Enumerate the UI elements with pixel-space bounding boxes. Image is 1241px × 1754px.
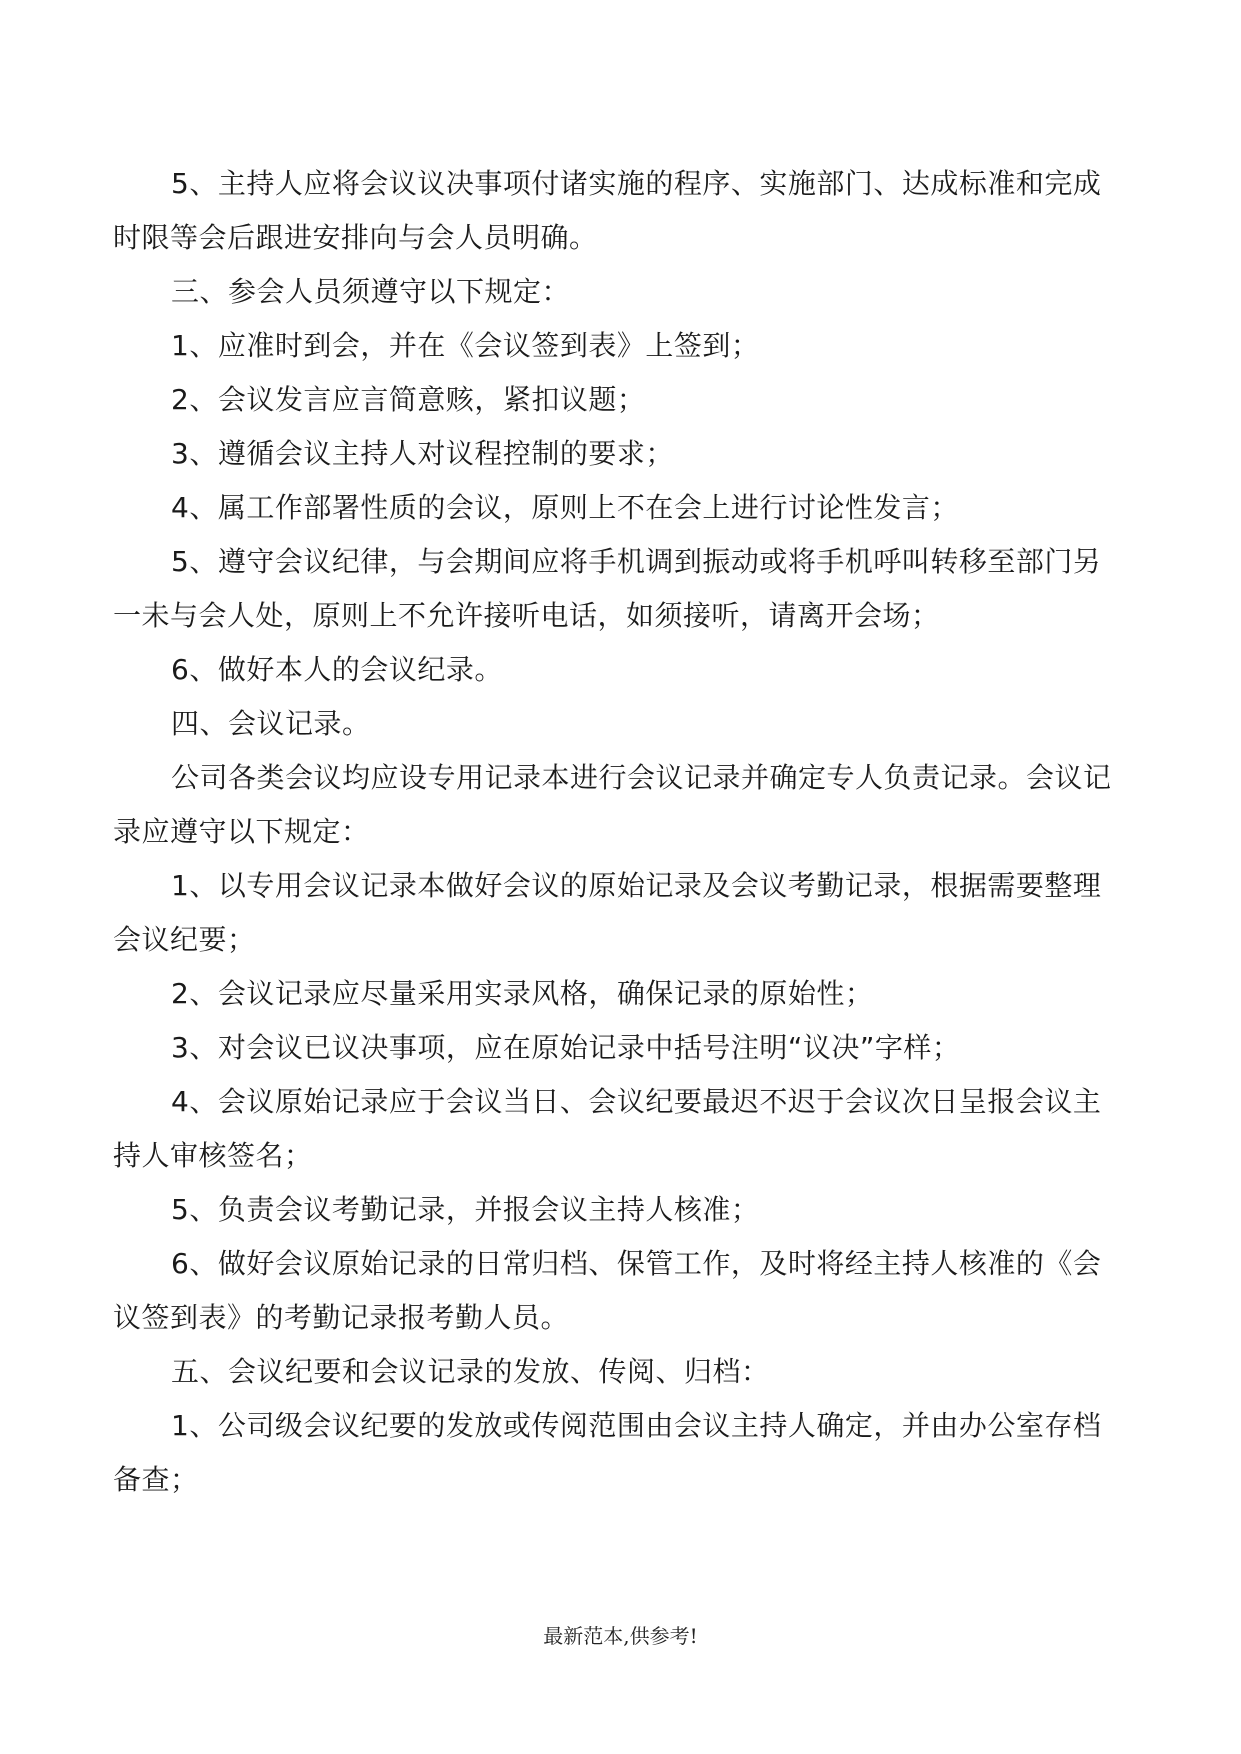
paragraph: 5、主持人应将会议议决事项付诸实施的程序、实施部门、达成标准和完成时限等会后跟进安排向与会人员明确。 bbox=[113, 167, 1102, 254]
paragraph: 6、做好本人的会议纪录。 bbox=[171, 653, 503, 686]
document-body bbox=[113, 157, 1123, 1507]
section-heading: 三、参会人员须遵守以下规定： bbox=[171, 275, 571, 308]
paragraph: 公司各类会议均应设专用记录本进行会议记录并确定专人负责记录。会议记录应遵守以下规定： bbox=[113, 761, 1112, 848]
section-heading: 五、会议纪要和会议记录的发放、传阅、归档： bbox=[171, 1355, 770, 1388]
paragraph: 1、应准时到会，并在《会议签到表》上签到； bbox=[171, 329, 760, 362]
page-footer: 最新范本,供参考! bbox=[543, 1624, 698, 1648]
paragraph: 6、做好会议原始记录的日常归档、保管工作，及时将经主持人核准的《会议签到表》的考勤记录报考勤人员。 bbox=[113, 1247, 1102, 1334]
paragraph: 2、会议发言应言简意赅，紧扣议题； bbox=[171, 383, 646, 416]
paragraph: 4、属工作部署性质的会议，原则上不在会上进行讨论性发言； bbox=[171, 491, 959, 524]
paragraph: 3、对会议已议决事项，应在原始记录中括号注明“议决”字样； bbox=[171, 1031, 961, 1064]
paragraph: 5、遵守会议纪律，与会期间应将手机调到振动或将手机呼叫转移至部门另一未与会人处，原则上不允许接听电话，如须接听，请离开会场； bbox=[113, 545, 1102, 632]
paragraph: 3、遵循会议主持人对议程控制的要求； bbox=[171, 437, 674, 470]
paragraph: 5、负责会议考勤记录，并报会议主持人核准； bbox=[171, 1193, 760, 1226]
section-heading: 四、会议记录。 bbox=[171, 707, 371, 740]
paragraph: 4、会议原始记录应于会议当日、会议纪要最迟不迟于会议次日呈报会议主持人审核签名； bbox=[113, 1085, 1102, 1172]
paragraph: 1、以专用会议记录本做好会议的原始记录及会议考勤记录，根据需要整理会议纪要； bbox=[113, 869, 1102, 956]
paragraph: 2、会议记录应尽量采用实录风格，确保记录的原始性； bbox=[171, 977, 874, 1010]
paragraph: 1、公司级会议纪要的发放或传阅范围由会议主持人确定，并由办公室存档备查； bbox=[113, 1409, 1102, 1496]
